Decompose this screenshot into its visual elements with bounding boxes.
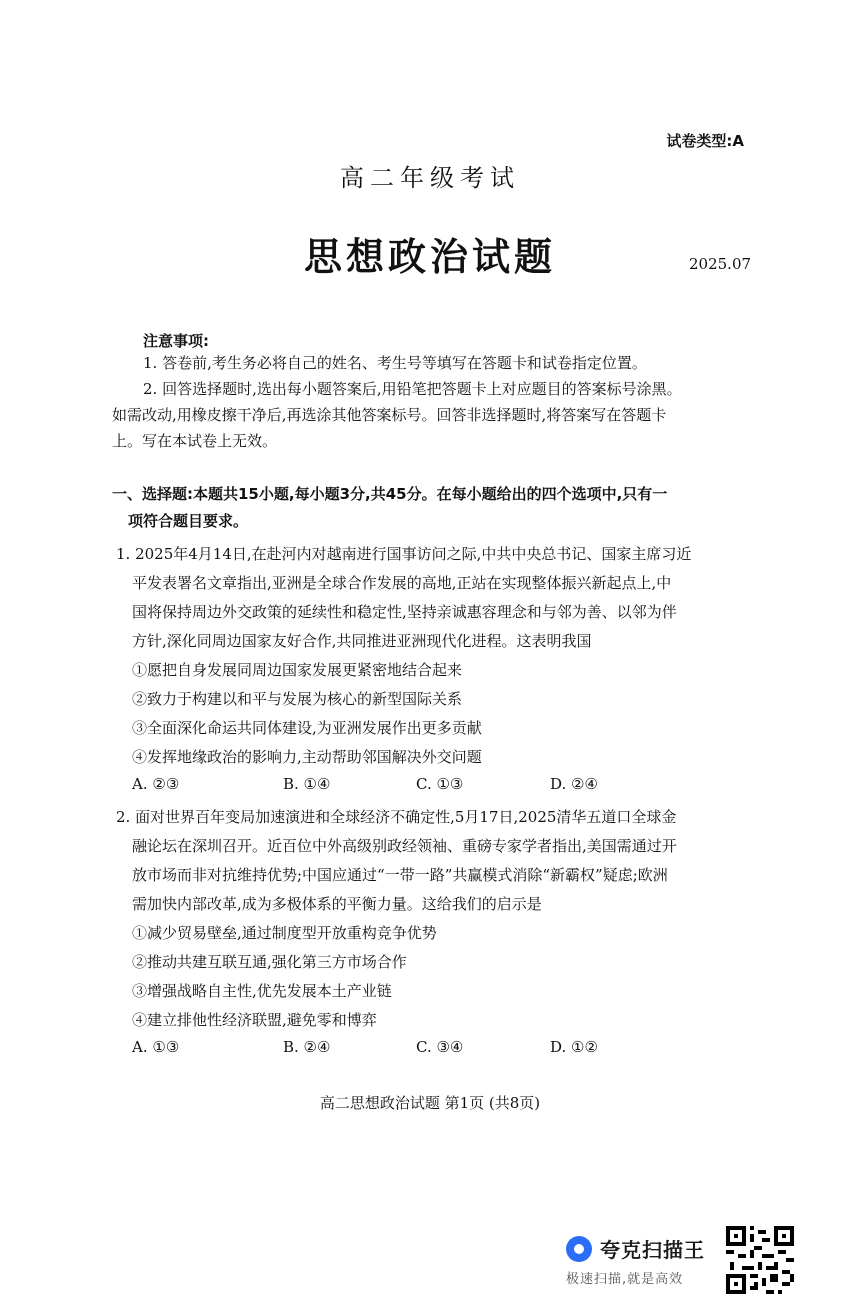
notice-line: 上。写在本试卷上无效。 — [112, 432, 278, 450]
question-1-statement: ④发挥地缘政治的影响力,主动帮助邻国解决外交问题 — [132, 748, 482, 766]
question-2-choice-d: D. ①② — [550, 1038, 598, 1056]
paper-type-label: 试卷类型:A — [666, 132, 744, 150]
question-2-stem: 放市场而非对抗维持优势;中国应通过“一带一路”共赢模式消除“新霸权”疑虑;欧洲 — [132, 866, 668, 884]
question-1-stem: 平发表署名文章指出,亚洲是全球合作发展的高地,正站在实现整体振兴新起点上,中 — [132, 574, 672, 592]
question-1-stem: 国将保持周边外交政策的延续性和稳定性,坚持亲诚惠容理念和与邻为善、以邻为伴 — [132, 603, 677, 621]
question-1-choice-b: B. ①④ — [283, 775, 331, 793]
question-1-statement: ③全面深化命运共同体建设,为亚洲发展作出更多贡献 — [132, 719, 482, 737]
quark-logo-icon — [566, 1236, 592, 1262]
scanner-slogan: 极速扫描,就是高效 — [566, 1272, 684, 1287]
page-footer: 高二思想政治试题 第1页 (共8页) — [319, 1094, 541, 1112]
question-2-stem: 2. 面对世界百年变局加速演进和全球经济不确定性,5月17日,2025清华五道口全球金 — [116, 808, 677, 826]
question-1-stem: 方针,深化同周边国家友好合作,共同推进亚洲现代化进程。这表明我国 — [132, 632, 592, 650]
notice-line: 1. 答卷前,考生务必将自己的姓名、考生号等填写在答题卡和试卷指定位置。 — [143, 354, 647, 372]
question-1-statement: ②致力于构建以和平与发展为核心的新型国际关系 — [132, 690, 463, 708]
question-2-choice-b: B. ②④ — [283, 1038, 331, 1056]
question-1-choice-c: C. ①③ — [416, 775, 464, 793]
question-1-statement: ①愿把自身发展同周边国家发展更紧密地结合起来 — [132, 661, 463, 679]
notice-line: 如需改动,用橡皮擦干净后,再选涂其他答案标号。回答非选择题时,将答案写在答题卡 — [112, 406, 667, 424]
qr-code-icon — [726, 1226, 794, 1298]
question-2-statement: ②推动共建互联互通,强化第三方市场合作 — [132, 953, 407, 971]
section-heading-cont: 项符合题目要求。 — [128, 512, 249, 530]
scanner-brand — [566, 1234, 705, 1263]
section-heading: 一、选择题:本题共15小题,每小题3分,共45分。在每小题给出的四个选项中,只有一 — [112, 485, 668, 503]
page-title: 思想政治试题 — [303, 234, 556, 279]
exam-date: 2025.07 — [689, 255, 752, 273]
notice-line: 2. 回答选择题时,选出每小题答案后,用铅笔把答题卡上对应题目的答案标号涂黑。 — [143, 380, 682, 398]
question-2-choice-c: C. ③④ — [416, 1038, 464, 1056]
question-2-statement: ④建立排他性经济联盟,避免零和博弈 — [132, 1011, 377, 1029]
scanner-brand-name: 夸克扫描王 — [600, 1238, 705, 1262]
question-1-choice-d: D. ②④ — [550, 775, 598, 793]
question-2-stem: 融论坛在深圳召开。近百位中外高级别政经领袖、重磅专家学者指出,美国需通过开 — [132, 837, 677, 855]
exam-name: 高二年级考试 — [340, 164, 520, 192]
question-2-statement: ①减少贸易壁垒,通过制度型开放重构竞争优势 — [132, 924, 437, 942]
question-1-choice-a: A. ②③ — [132, 775, 180, 793]
notice-title: 注意事项: — [143, 332, 209, 350]
question-2-stem: 需加快内部改革,成为多极体系的平衡力量。这给我们的启示是 — [132, 895, 542, 913]
question-1-stem: 1. 2025年4月14日,在赴河内对越南进行国事访问之际,中共中央总书记、国家主席习近 — [116, 545, 692, 563]
question-2-choice-a: A. ①③ — [132, 1038, 180, 1056]
question-2-statement: ③增强战略自主性,优先发展本土产业链 — [132, 982, 392, 1000]
